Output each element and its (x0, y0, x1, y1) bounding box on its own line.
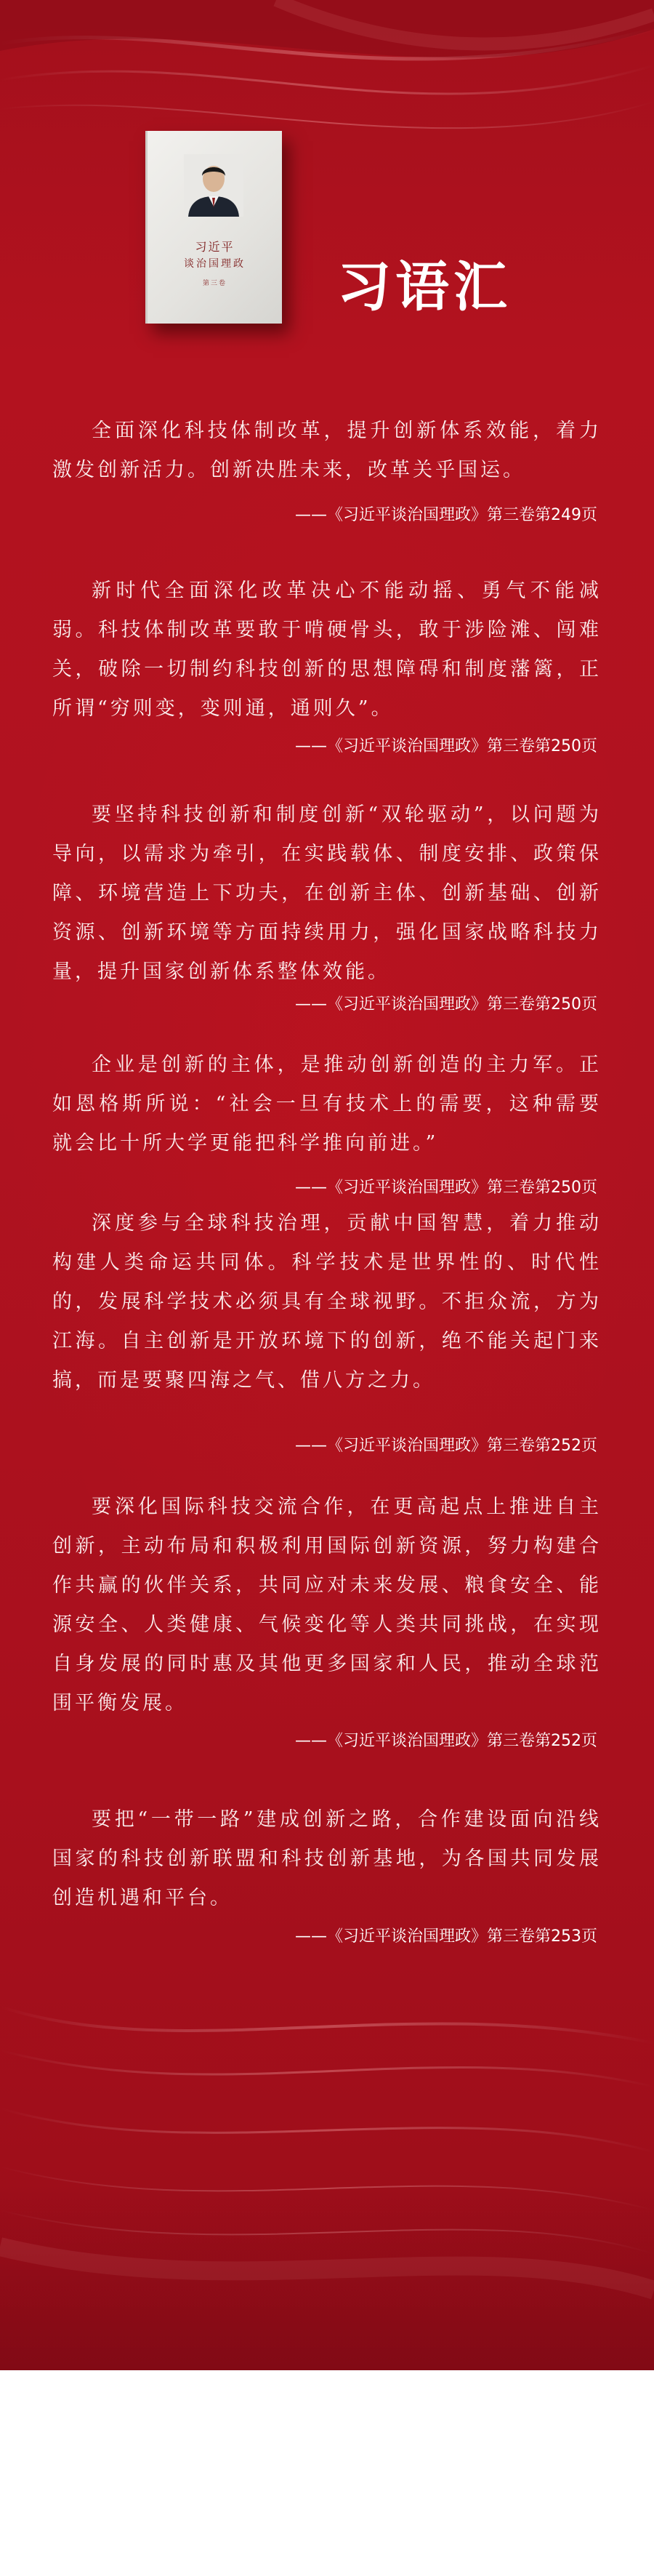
book-author: 习近平 (195, 240, 235, 254)
quote-source-4: ——《习近平谈治国理政》第三卷第250页 (295, 1179, 597, 1197)
quote-text-3: 要坚持科技创新和制度创新“双轮驱动”，以问题为导向，以需求为牵引，在实践载体、制度安排、政策保障、环境营造上下功夫，在创新主体、创新基础、创新资源、创新环境等方面持续用力，强化国家战略科技力量，提升国家创新体系整体效能。 (52, 803, 602, 983)
book-volume: 第三卷 (202, 280, 227, 287)
brand-title: 习语汇 (337, 256, 512, 318)
quote-text-5: 深度参与全球科技治理，贡献中国智慧，着力推动构建人类命运共同体。科学技术是世界性的、时代性的，发展科学技术必须具有全球视野。不拒众流，方为江海。自主创新是开放环境下的创新，绝不能关起门来搞，而是要聚四海之气、借八方之力。 (52, 1212, 602, 1392)
quote-text-7: 要把“一带一路”建成创新之路，合作建设面向沿线国家的科技创新联盟和科技创新基地，为各国共同发展创造机遇和平台。 (52, 1808, 602, 1909)
portrait-image (184, 154, 243, 217)
quote-text-4: 企业是创新的主体，是推动创新创造的主力军。正如恩格斯所说：“社会一旦有技术上的需要，这种需要就会比十所大学更能把科学推向前进。” (52, 1054, 602, 1155)
quote-source-3: ——《习近平谈治国理政》第三卷第250页 (295, 995, 597, 1014)
quote-source-5: ——《习近平谈治国理政》第三卷第252页 (295, 1437, 597, 1455)
quote-text-2: 新时代全面深化改革决心不能动摇、勇气不能减弱。科技体制改革要敢于啃硬骨头，敢于涉险滩、闯难关，破除一切制约科技创新的思想障碍和制度藩篱，正所谓“穷则变，变则通，通则久”。 (52, 579, 602, 720)
quote-source-1: ——《习近平谈治国理政》第三卷第249页 (295, 506, 597, 524)
quote-source-2: ——《习近平谈治国理政》第三卷第250页 (295, 737, 597, 755)
quote-text-1: 全面深化科技体制改革，提升创新体系效能，着力激发创新活力。创新决胜未来，改革关乎国运。 (52, 420, 602, 481)
quote-text-6: 要深化国际科技交流合作，在更高起点上推进自主创新，主动布局和积极利用国际创新资源，努力构建合作共赢的伙伴关系，共同应对未来发展、粮食安全、能源安全、人类健康、气候变化等人类共同挑战，在实现自身发展的同时惠及其他更多国家和人民，推动全球范围平衡发展。 (52, 1496, 602, 1714)
book-cover (145, 131, 282, 324)
quote-source-7: ——《习近平谈治国理政》第三卷第253页 (295, 1927, 597, 1946)
book-title: 谈治国理政 (184, 258, 246, 270)
quote-source-6: ——《习近平谈治国理政》第三卷第252页 (295, 1732, 597, 1750)
